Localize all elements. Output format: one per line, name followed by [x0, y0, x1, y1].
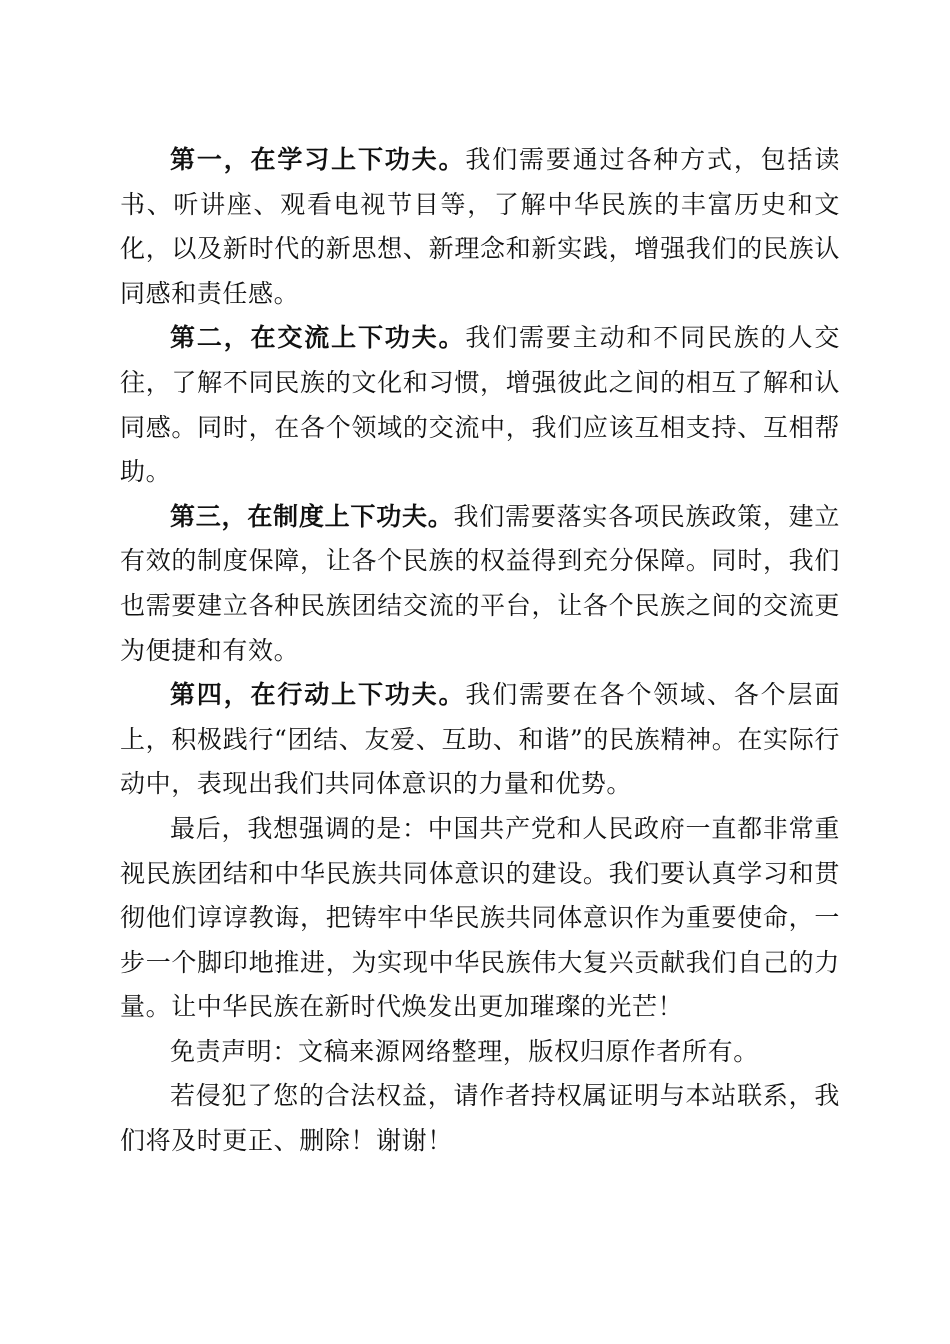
- paragraph-text: 我们需要主动和不同民族的人交往，了解不同民族的文化和习惯，增强彼此之间的相互了解和认同感。同时，在各个领域的交流中，我们应该互相支持、互相帮助。: [120, 323, 840, 487]
- paragraph-action: [120, 673, 840, 807]
- paragraph-study: [120, 138, 840, 316]
- paragraph-system: [120, 495, 840, 673]
- paragraph-text: 免责声明：文稿来源网络整理，版权归原作者所有。: [170, 1036, 759, 1066]
- paragraph-text: 我们需要通过各种方式，包括读书、听讲座、观看电视节目等，了解中华民族的丰富历史和文化，以及新时代的新思想、新理念和新实践，增强我们的民族认同感和责任感。: [120, 145, 840, 308]
- paragraph-text: 我们需要在各个领域、各个层面上，积极践行“团结、友爱、互助、和谐”的民族精神。在实际行动中，表现出我们共同体意识的力量和优势。: [120, 680, 840, 799]
- paragraph-lead: 第二，在交流上下功夫。: [170, 323, 466, 353]
- paragraph-text: 若侵犯了您的合法权益，请作者持权属证明与本站联系，我们将及时更正、删除！谢谢！: [120, 1081, 840, 1156]
- paragraph-exchange: [120, 316, 840, 494]
- paragraph-lead: 第四，在行动上下功夫。: [170, 680, 466, 710]
- disclaimer-paragraph: [120, 1030, 840, 1075]
- infringement-notice-paragraph: [120, 1074, 840, 1163]
- paragraph-text: 我们需要落实各项民族政策，建立有效的制度保障，让各个民族的权益得到充分保障。同时，我们也需要建立各种民族团结交流的平台，让各个民族之间的交流更为便捷和有效。: [120, 501, 840, 665]
- paragraph-lead: 第三，在制度上下功夫。: [170, 501, 454, 531]
- document-body: [120, 138, 840, 1164]
- paragraph-text: 最后，我想强调的是：中国共产党和人民政府一直都非常重视民族团结和中华民族共同体意识的建设。我们要认真学习和贯彻他们谆谆教诲，把铸牢中华民族共同体意识作为重要使命，一步一个脚印地推进，为实现中华民族伟大复兴贡献我们自己的力量。让中华民族在新时代焕发出更加璀璨的光芒！: [120, 813, 840, 1022]
- paragraph-conclusion: [120, 807, 840, 1030]
- paragraph-lead: 第一，在学习上下功夫。: [170, 145, 466, 174]
